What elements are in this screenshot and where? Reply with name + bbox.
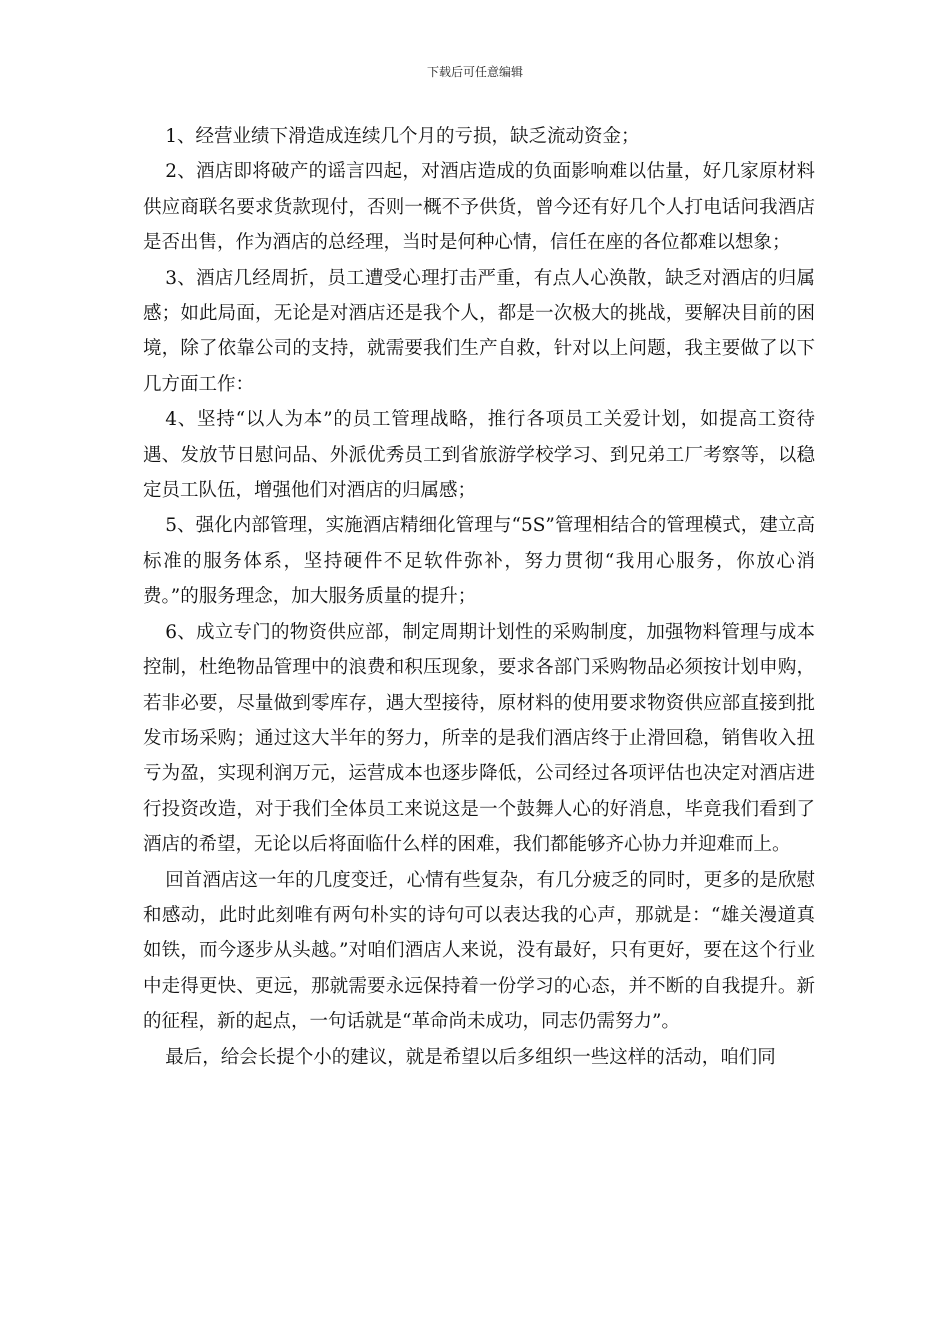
paragraph-item-6: 6、成立专门的物资供应部，制定周期计划性的采购制度，加强物料管理与成本控制，杜绝物品管理中的浪费和积压现象，要求各部门采购物品必须按计划申购，若非必要，尽量做到零库存，遇大型接待，原材料的使用要求物资供应部直接到批发市场采购；通过这大半年的努力，所幸的是我们酒店终于止滑回稳，销售收入扭亏为盈，实现利润万元，运营成本也逐步降低，公司经过各项评估也决定对酒店进行投资改造，对于我们全体员工来说这是一个鼓舞人心的好消息，毕竟我们看到了酒店的希望，无论以后将面临什么样的困难，我们都能够齐心协力并迎难而上。 xyxy=(143,621,815,856)
document-body xyxy=(143,119,815,1075)
paragraph-item-4: 4、坚持“以人为本”的员工管理战略，推行各项员工关爱计划，如提高工资待遇、发放节日慰问品、外派优秀员工到省旅游学校学习、到兄弟工厂考察等，以稳定员工队伍，增强他们对酒店的归属感； xyxy=(143,409,815,502)
paragraph-review: 回首酒店这一年的几度变迁，心情有些复杂，有几分疲乏的同时，更多的是欣慰和感动，此时此刻唯有两句朴实的诗句可以表达我的心声，那就是：“雄关漫道真如铁，而今逐步从头越。”对咱们酒店人来说，没有最好，只有更好，要在这个行业中走得更快、更远，那就需要永远保持着一份学习的心态，并不断的自我提升。新的征程，新的起点，一句话就是“革命尚未成功，同志仍需努力”。 xyxy=(143,869,815,1033)
paragraph-item-3: 3、酒店几经周折，员工遭受心理打击严重，有点人心涣散，缺乏对酒店的归属感；如此局面，无论是对酒店还是我个人，都是一次极大的挑战，要解决目前的困境，除了依靠公司的支持，就需要我们生产自救，针对以上问题，我主要做了以下几方面工作： xyxy=(143,267,815,395)
paragraph-final-suggestion: 最后，给会长提个小的建议，就是希望以后多组织一些这样的活动，咱们同 xyxy=(165,1046,776,1068)
page-header-note: 下载后可任意编辑 xyxy=(426,65,523,79)
paragraph-item-5: 5、强化内部管理，实施酒店精细化管理与“5S”管理相结合的管理模式，建立高标准的服务体系，坚持硬件不足软件弥补，努力贯彻“我用心服务，你放心消费。”的服务理念，加大服务质量的提升； xyxy=(143,515,815,608)
paragraph-item-2: 2、酒店即将破产的谣言四起，对酒店造成的负面影响难以估量，好几家原材料供应商联名要求货款现付，否则一概不予供货，曾今还有好几个人打电话问我酒店是否出售，作为酒店的总经理，当时是何种心情，信任在座的各位都难以想象； xyxy=(143,161,815,254)
paragraph-item-1: 1、经营业绩下滑造成连续几个月的亏损，缺乏流动资金； xyxy=(165,126,640,147)
